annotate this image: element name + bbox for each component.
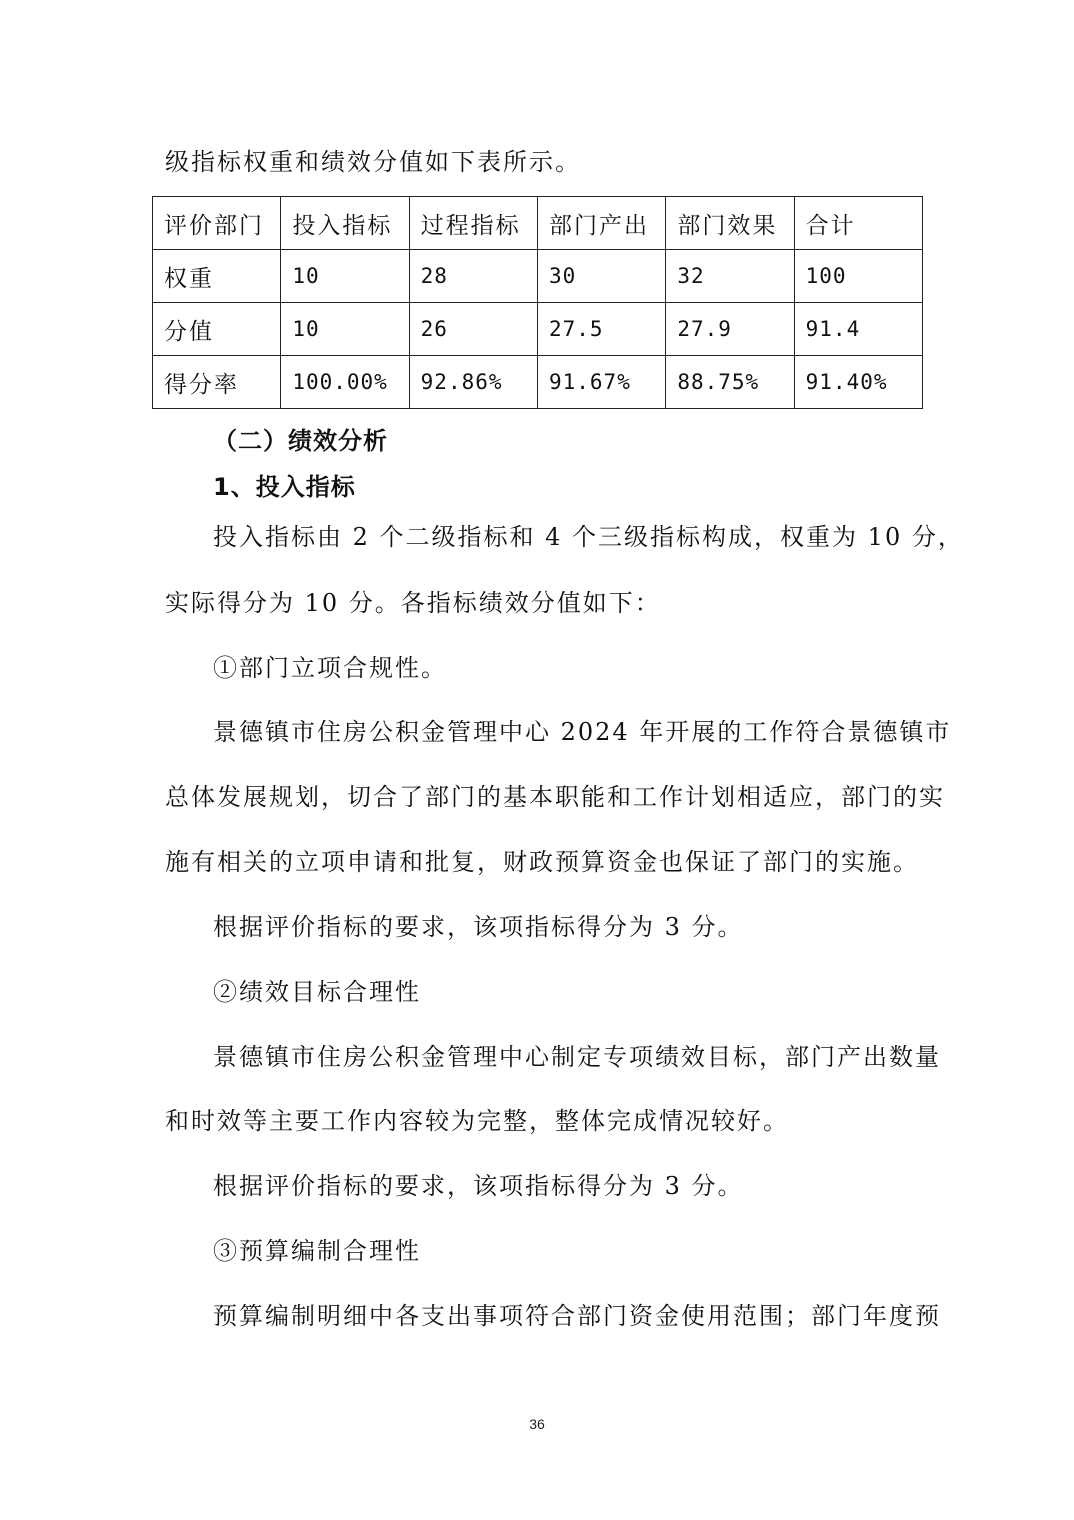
paragraph-line: 景德镇市住房公积金管理中心制定专项绩效目标，部门产出数量 [213,1043,941,1071]
table-cell: 91.40% [794,356,922,409]
table-header-row [153,197,923,250]
table-header-cell: 部门效果 [666,197,794,250]
table-cell: 100.00% [281,356,409,409]
table-cell: 92.86% [409,356,537,409]
table-cell: 32 [666,250,794,303]
item-title: ②绩效目标合理性 [213,978,421,1006]
table-cell: 10 [281,250,409,303]
table-cell: 27.9 [666,303,794,356]
performance-score-table [152,196,923,409]
paragraph-line: 预算编制明细中各支出事项符合部门资金使用范围；部门年度预 [213,1302,941,1330]
table-header-cell: 投入指标 [281,197,409,250]
paragraph-line: 和时效等主要工作内容较为完整，整体完成情况较好。 [165,1107,789,1135]
table-cell: 27.5 [537,303,665,356]
table-row-label: 分值 [153,303,281,356]
table-cell: 26 [409,303,537,356]
paragraph-line: 总体发展规划，切合了部门的基本职能和工作计划相适应，部门的实 [165,783,945,811]
table-row [153,356,923,409]
table-header-cell: 评价部门 [153,197,281,250]
table-cell: 10 [281,303,409,356]
paragraph-line: 投入指标由 2 个二级指标和 4 个三级指标构成，权重为 10 分， [213,523,964,551]
section-heading: （二）绩效分析 [213,427,388,455]
table-header-cell: 部门产出 [537,197,665,250]
table-cell: 91.4 [794,303,922,356]
paragraph-line: 实际得分为 10 分。各指标绩效分值如下： [165,589,661,617]
table-cell: 28 [409,250,537,303]
table-header-cell: 合计 [794,197,922,250]
score-line: 根据评价指标的要求，该项指标得分为 3 分。 [213,1172,744,1200]
subsection-heading: 1、投入指标 [213,473,356,501]
page-number: 36 [529,1416,545,1432]
paragraph-line: 施有相关的立项申请和批复，财政预算资金也保证了部门的实施。 [165,848,919,876]
intro-line: 级指标权重和绩效分值如下表所示。 [165,148,581,176]
table-row-label: 权重 [153,250,281,303]
paragraph-line: 景德镇市住房公积金管理中心 2024 年开展的工作符合景德镇市 [213,718,952,746]
item-title: ①部门立项合规性。 [213,654,447,682]
table-cell: 88.75% [666,356,794,409]
table-row [153,303,923,356]
table-header-cell: 过程指标 [409,197,537,250]
table-cell: 100 [794,250,922,303]
table-cell: 91.67% [537,356,665,409]
score-line: 根据评价指标的要求，该项指标得分为 3 分。 [213,913,744,941]
item-title: ③预算编制合理性 [213,1237,421,1265]
table-row-label: 得分率 [153,356,281,409]
table-cell: 30 [537,250,665,303]
table-row [153,250,923,303]
